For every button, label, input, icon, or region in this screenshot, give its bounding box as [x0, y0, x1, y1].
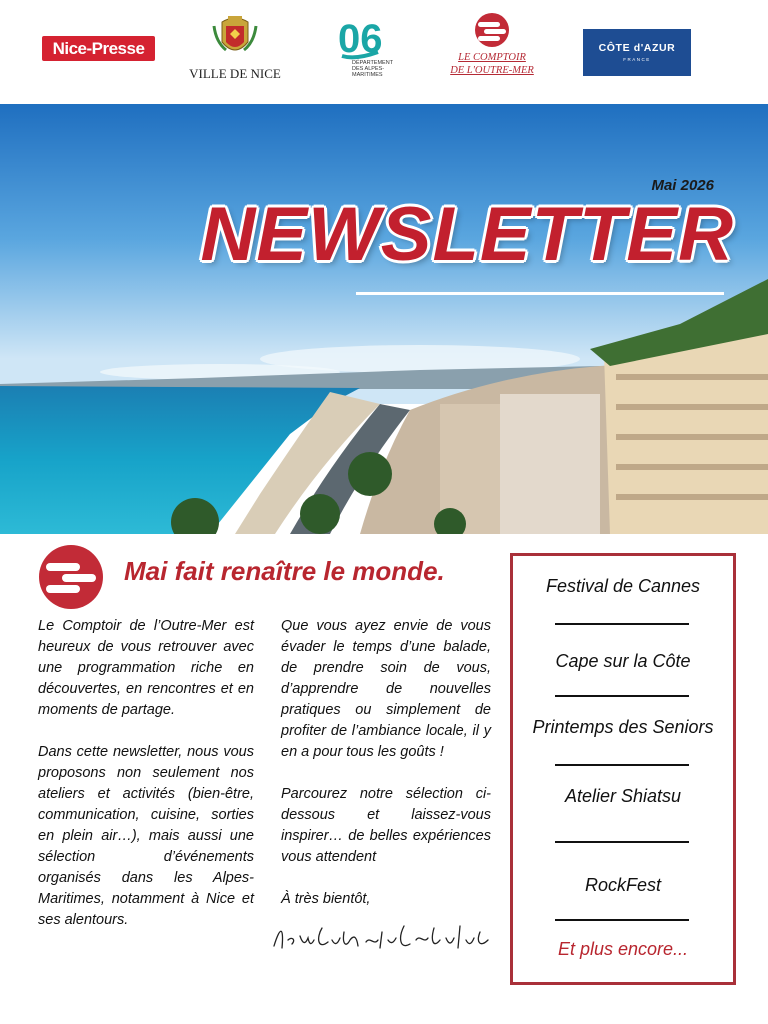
sidebar-more-link[interactable]: Et plus encore...	[557, 939, 689, 959]
sidebar-item-cape-sur-la-cote[interactable]: Cape sur la Côte	[555, 651, 691, 671]
sidebar-item-rockfest[interactable]: RockFest	[584, 875, 662, 895]
hero-banner	[0, 104, 768, 534]
departement-number: 06	[338, 17, 383, 61]
departement-06-icon	[338, 12, 408, 62]
sidebar-item-printemps-des-seniors[interactable]: Printemps des Seniors	[532, 717, 714, 737]
nice-presse-logo[interactable]: Nice-Presse	[42, 36, 155, 61]
events-sidebar	[510, 553, 736, 985]
ville-de-nice-label: VILLE DE NICE	[189, 66, 281, 81]
cote-dazur-label: CÔTE d'AZUR	[598, 42, 676, 54]
comptoir-label-line2: DE L'OUTRE-MER	[450, 65, 534, 76]
article-paragraph: Que vous ayez envie de vous évader le temps d’une balade, de prendre soin de vous, d’apprendre de nouvelles pratiques ou simplement de profiter de l’ambiance locale, il y en a pour tous les goûts !	[281, 618, 491, 760]
article-column-right	[281, 616, 491, 931]
sidebar-item-festival-de-cannes[interactable]: Festival de Cannes	[545, 576, 701, 596]
sidebar-divider	[555, 695, 689, 697]
article-column-left	[38, 616, 254, 952]
article-paragraph: Parcourez notre sélection ci-dessous et laissez-vous inspirer… de belles expériences vous attendent	[281, 786, 491, 865]
departement-label-line1: DÉPARTEMENT	[352, 60, 394, 66]
sidebar-divider	[555, 841, 689, 843]
ville-de-nice-logo[interactable]	[186, 12, 284, 82]
comptoir-hands-icon	[446, 12, 538, 50]
article-paragraph: Dans cette newsletter, nous vous proposons non seulement nos ateliers et activités (bien-être, communication, cuisine, sorties en plein air…), mais aussi une sélection d’événements organisés dans les Alpes-Maritimes, notamment à Nice et ses alentours.	[38, 744, 254, 928]
nice-promenade-photo	[0, 104, 768, 534]
sidebar-divider	[555, 764, 689, 766]
title-underline	[356, 292, 724, 295]
sidebar-divider	[555, 623, 689, 625]
cote-dazur-sublabel: FRANCE	[623, 57, 651, 62]
newsletter-date: Mai 2026	[651, 177, 714, 194]
comptoir-outre-mer-logo[interactable]	[446, 12, 538, 82]
comptoir-label-line1: LE COMPTOIR	[458, 52, 526, 63]
departement-label-line2: DES ALPES-MARITIMES	[352, 66, 385, 78]
departement-06-logo[interactable]	[338, 12, 408, 82]
article-headline: Mai fait renaître le monde.	[124, 556, 445, 586]
partner-logos-bar	[0, 0, 768, 104]
departement-label	[352, 60, 408, 78]
sidebar-item-atelier-shiatsu[interactable]: Atelier Shiatsu	[564, 786, 682, 806]
article-paragraph: Le Comptoir de l’Outre-Mer est heureux de vous retrouver avec une programmation riche en découvertes, en rencontres et en moments de partage.	[38, 618, 254, 718]
nice-coat-of-arms-icon	[186, 12, 284, 64]
sidebar-divider	[555, 919, 689, 921]
article-closing: À très bientôt,	[281, 891, 371, 907]
newsletter-title: NEWSLETTER	[200, 192, 734, 277]
cote-dazur-logo[interactable]	[583, 29, 691, 76]
team-signature	[270, 918, 494, 958]
comptoir-hands-icon	[38, 544, 104, 610]
